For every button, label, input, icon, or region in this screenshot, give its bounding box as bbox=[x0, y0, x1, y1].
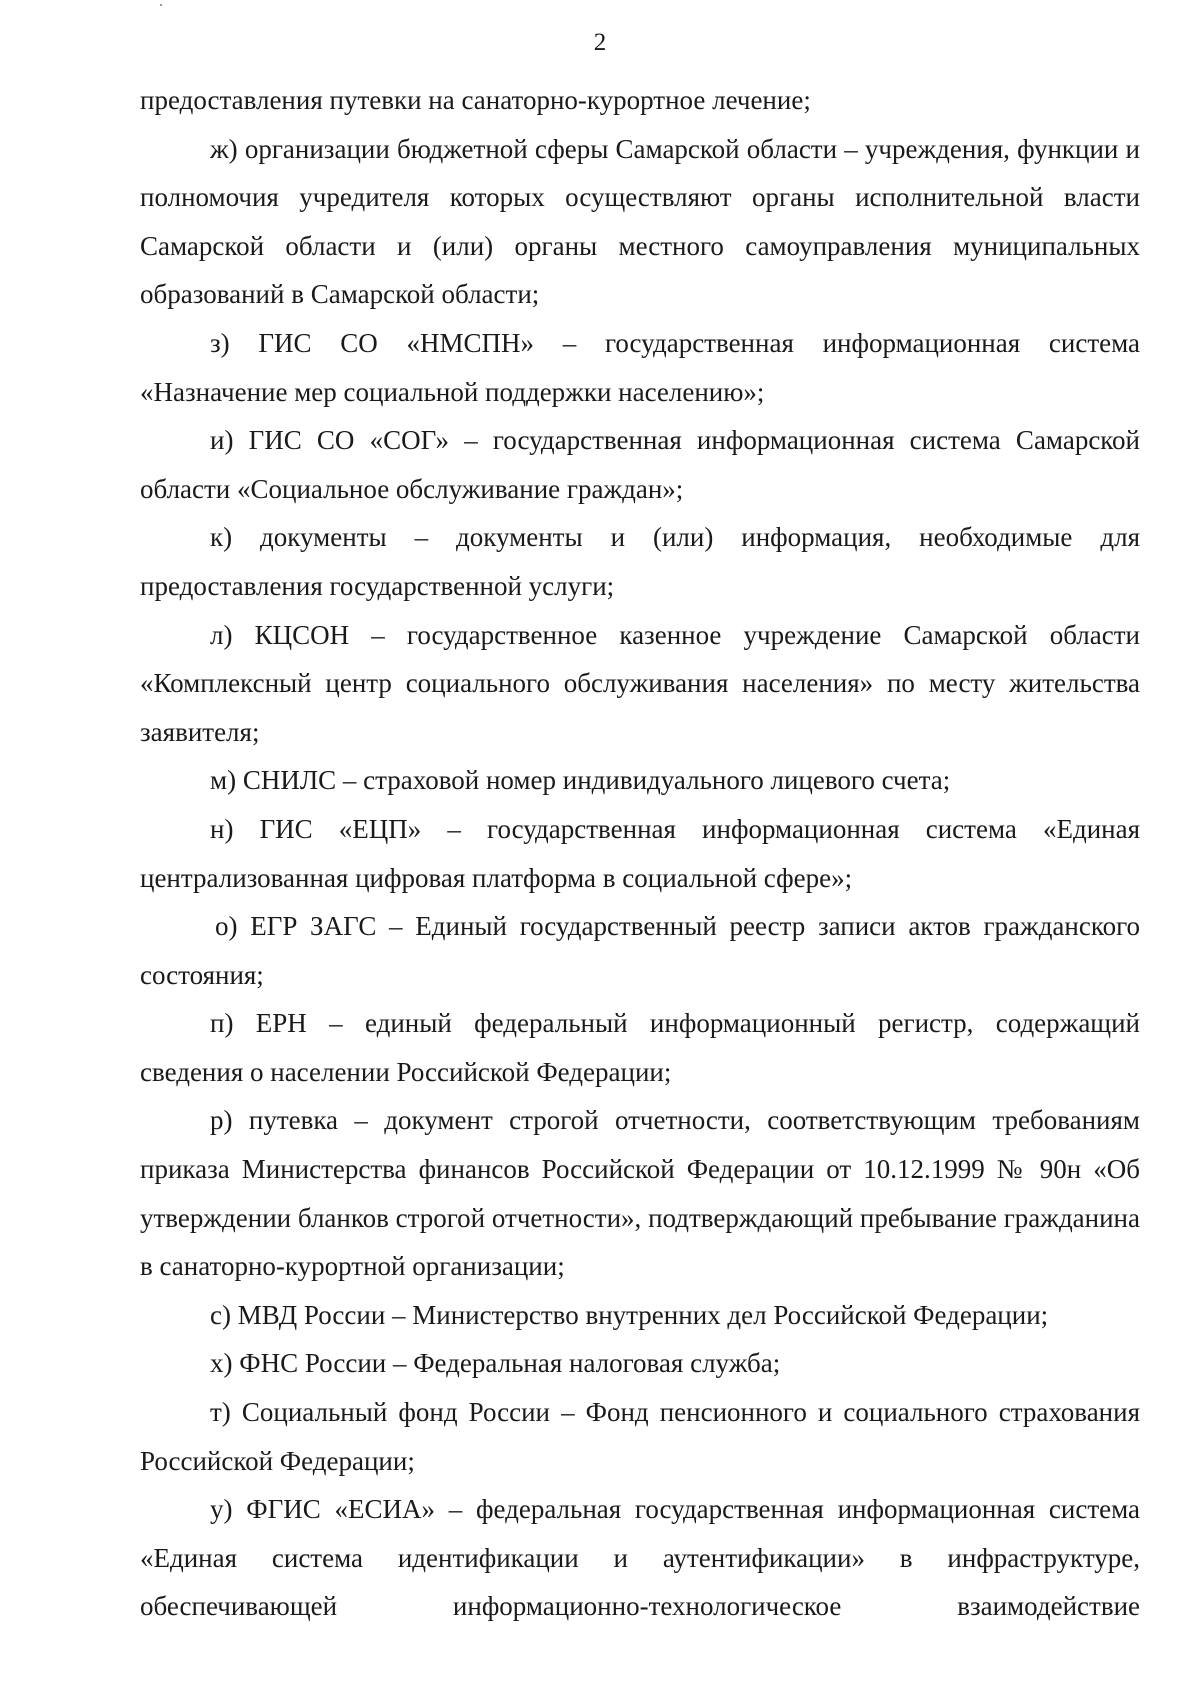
scan-speck bbox=[160, 4, 162, 6]
paragraph-item-r: р) путевка – документ строгой отчетности, соответствующим требованиям приказа Министерства финансов Российской Федерации от 10.12.1999 № 90н «Об утверждении бланков строгой отчетности», подтверждающий пребывание гражданина в санаторно-курортной организации; bbox=[140, 1105, 1140, 1282]
paragraph-intro-continuation: предоставления путевки на санаторно-курортное лечение; bbox=[140, 85, 811, 115]
paragraph-item-p: п) ЕРН – единый федеральный информационный регистр, содержащий сведения о населении Российской Федерации; bbox=[140, 1008, 1140, 1087]
paragraph-item-n: н) ГИС «ЕЦП» – государственная информационная система «Единая централизованная цифровая платформа в социальной сфере»; bbox=[140, 813, 1140, 893]
paragraph-item-t: т) Социальный фонд России – Фонд пенсионного и социального страхования Российской Федерации; bbox=[140, 1397, 1140, 1476]
paragraph-item-zh: ж) организации бюджетной сферы Самарской области – учреждения, функции и полномочия учредителя которых осуществляют органы исполнительной власти Самарской области и (или) органы местного самоуправления муниципальных образований в Самарской области; bbox=[140, 133, 1140, 310]
paragraph-item-z: з) ГИС СО «НМСПН» – государственная информационная система «Назначение мер социальной поддержки населению»; bbox=[140, 327, 1140, 407]
paragraph-item-i: и) ГИС СО «СОГ» – государственная информационная система Самарской области «Социальное обслуживание граждан»; bbox=[140, 425, 1140, 504]
page-number: 2 bbox=[593, 29, 607, 56]
paragraph-item-m: м) СНИЛС – страховой номер индивидуального лицевого счета; bbox=[210, 765, 951, 796]
paragraph-item-s: с) МВД России – Министерство внутренних дел Российской Федерации; bbox=[210, 1299, 1049, 1330]
paragraph-item-kh: х) ФНС России – Федеральная налоговая служба; bbox=[210, 1348, 781, 1379]
document-body bbox=[140, 76, 1140, 1631]
paragraph-item-k: к) документы – документы и (или) информация, необходимые для предоставления государственной услуги; bbox=[140, 522, 1140, 601]
paragraph-item-l: л) КЦСОН – государственное казенное учреждение Самарской области «Комплексный центр социального обслуживания населения» по месту жительства заявителя; bbox=[140, 619, 1140, 747]
paragraph-item-u: у) ФГИС «ЕСИА» – федеральная государственная информационная система «Единая система идентификации и аутентификации» в инфраструктуре, обеспечивающей информационно-технологическое взаимодействие bbox=[140, 1494, 1140, 1622]
paragraph-item-o: о) ЕГР ЗАГС – Единый государственный реестр записи актов гражданского состояния; bbox=[140, 911, 1140, 990]
